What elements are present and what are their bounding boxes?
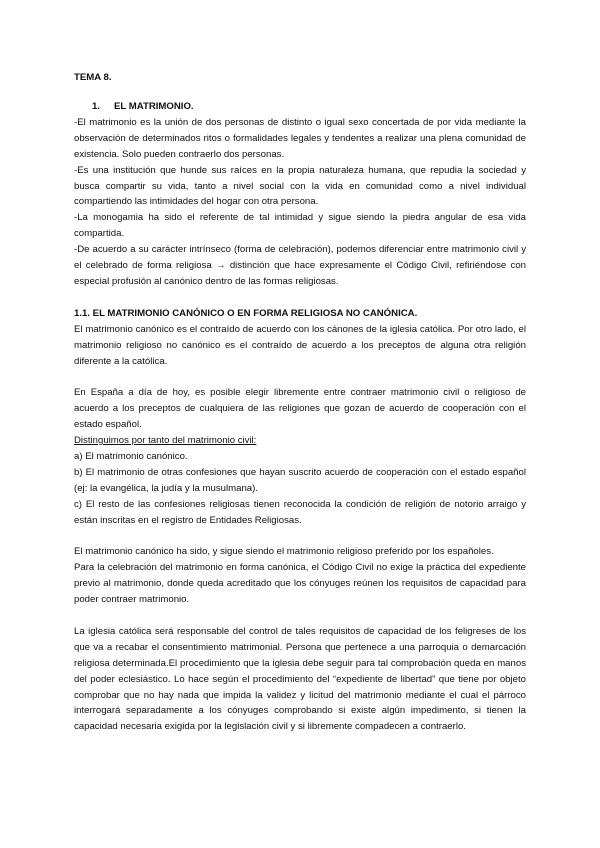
section-number: 1. [92,101,101,112]
paragraph-5: El matrimonio canónico es el contraído de acuerdo con los cánones de la iglesia católica. Por otro lado, el matrimonio religioso no canónico es el contraído de acuerdo a los preceptos de alguna otra religión diferente a la católica. [74,323,526,367]
document-title: TEMA 8. [74,72,112,83]
section-heading-1 [74,99,526,115]
paragraph-10: La iglesia católica será responsable del control de tales requisitos de capacidad de los feligreses de los que va a recabar el consentimiento matrimonial. Persona que pertenece a una parroquia o demarcación religiosa determinada.El procedimiento que la iglesia debe seguir para tal comprobación queda en manos del poder eclesiástico. Lo hace según el procedimiento del “expediente de libertad” que tiene por objeto comprobar que no hay nada que impida la validez y licitud del matrimonio mediante el cual el párroco interrogará separadamente a los cónyuges comprobando si existe algún impedimento, si tienen la capacidad necesaria exigida por la legislación civil y si libremente compadecen a contraerlo. [74,625,526,733]
paragraph-1: -El matrimonio es la unión de dos personas de distinto o igual sexo concertada de por vida mediante la observación de determinados ritos o formalidades legales y tendentes a realizar una plena comunidad de existencia. Solo pueden contraerlo dos personas. [74,116,526,160]
list-item-a: a) El matrimonio canónico. [74,451,188,463]
list-item-c: c) El resto de las confesiones religiosas tienen reconocida la condición de religión de notorio arraigo y están inscritas en el registro de Entidades Religiosas. [74,498,526,526]
paragraph-9: Para la celebración del matrimonio en forma canónica, el Código Civil no exige la práctica del expediente previo al matrimonio, donde queda acreditado que los cónyuges reúnen los requisitos de capacidad para poder contraer matrimonio. [74,562,526,606]
list-item-b: b) El matrimonio de otras confesiones que hayan suscrito acuerdo de cooperación con el estado español (ej: la evangélica, la judía y la musulmana). [74,466,526,494]
section-heading-1-1: 1.1. EL MATRIMONIO CANÓNICO O EN FORMA RELIGIOSA NO CANÓNICA. [74,307,418,319]
paragraph-4: -De acuerdo a su carácter intrínseco (forma de celebración), podemos diferenciar entre matrimonio civil y el celebrado de forma religiosa → distinción que hace expresamente el Código Civil, refiriéndose con especial profusión al canónico dentro de las formas religiosas. [74,244,526,287]
paragraph-8: El matrimonio canónico ha sido, y sigue siendo el matrimonio religioso preferido por los españoles. [74,546,494,558]
paragraph-6: En España a día de hoy, es posible elegir libremente entre contraer matrimonio civil o religioso de acuerdo a los preceptos de cualquiera de las religiones que gozan de acuerdo de cooperación con el estado español. [74,387,526,431]
paragraph-2: -Es una institución que hunde sus raíces en la propia naturaleza humana, que repudia la sociedad y busca compartir su vida, tanto a nivel social con la vida en comunidad como a nivel individual compartiendo las intimidades del hogar con otra persona. [74,164,526,208]
paragraph-3: -La monogamia ha sido el referente de tal intimidad y sigue siendo la piedra angular de esa vida compartida. [74,212,526,240]
underlined-subheading: Distinguimos por tanto del matrimonio civil: [74,435,257,447]
section-title: EL MATRIMONIO. [114,101,194,112]
